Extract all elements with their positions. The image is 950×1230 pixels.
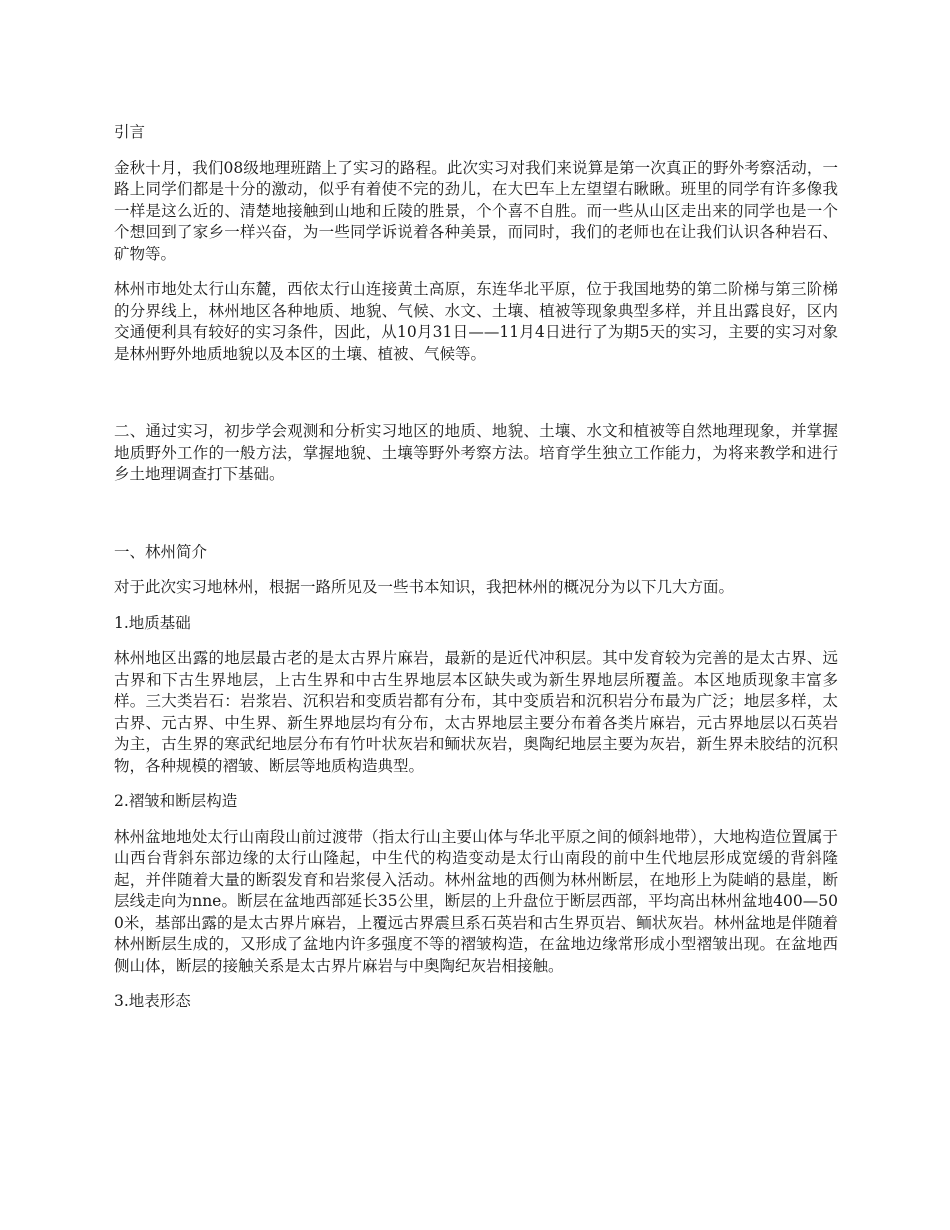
intro-paragraph-2: 林州市地处太行山东麓，西依太行山连接黄土高原，东连华北平原，位于我国地势的第二阶梯与第三阶梯的分界线上，林州地区各种地质、地貌、气候、水文、土壤、植被等现象典型多样，并且出露良好，区内交通便利具有较好的实习条件，因此，从10月31日——11月4日进行了为期5天的实习，主要的实习对象是林州野外地质地貌以及本区的土壤、植被、气候等。	[114, 280, 838, 363]
intro-heading: 引言	[114, 123, 146, 141]
geology-heading: 1.地质基础	[114, 613, 191, 632]
geology-paragraph: 林州地区出露的地层最古老的是太古界片麻岩，最新的是近代冲积层。其中发育较为完善的是太古界、远古界和下古生界地层，上古生界和中古生界地层本区缺失或为新生界地层所覆盖。本区地质现象丰富多样。三大类岩石：岩浆岩、沉积岩和变质岩都有分布，其中变质岩和沉积岩分布最为广泛；地层多样，太古界、元古界、中生界、新生界地层均有分布，太古界地层主要分布着各类片麻岩，元古界地层以石英岩为主，古生界的寒武纪地层分布有竹叶状灰岩和鲕状灰岩，奥陶纪地层主要为灰岩，新生界未胶结的沉积物，各种规模的褶皱、断层等地质构造典型。	[114, 649, 838, 775]
section-1-heading: 一、林州简介	[114, 542, 208, 561]
fold-fault-paragraph: 林州盆地地处太行山南段山前过渡带（指太行山主要山体与华北平原之间的倾斜地带），大地构造位置属于山西台背斜东部边缘的太行山隆起，中生代的构造变动是太行山南段的前中生代地层形成宽缓的背斜隆起，并伴随着大量的断裂发育和岩浆侵入活动。林州盆地的西侧为林州断层，在地形上为陡峭的悬崖，断层线走向为nne。断层在盆地西部延长35公里，断层的上升盘位于断层西部，平均高出林州盆地400—500米，基部出露的是太古界片麻岩，上覆远古界震旦系石英岩和古生界页岩、鲕状灰岩。林州盆地是伴随着林州断层生成的，又形成了盆地内许多强度不等的褶皱构造，在盆地边缘常形成小型褶皱出现。在盆地西侧山体，断层的接触关系是太古界片麻岩与中奥陶纪灰岩相接触。	[114, 827, 838, 975]
landform-heading: 3.地表形态	[114, 992, 191, 1010]
goal-paragraph: 二、通过实习，初步学会观测和分析实习地区的地质、地貌、土壤、水文和植被等自然地理现象，并掌握地质野外工作的一般方法，掌握地貌、土壤等野外考察方法。培育学生独立工作能力，为将来教学和进行乡土地理调查打下基础。	[114, 422, 838, 483]
fold-fault-heading: 2.褶皱和断层构造	[114, 792, 238, 810]
intro-paragraph-1: 金秋十月，我们08级地理班踏上了实习的路程。此次实习对我们来说算是第一次真正的野外考察活动，一路上同学们都是十分的激动，似乎有着使不完的劲儿，在大巴车上左望望右瞅瞅。班里的同学有许多像我一样是这么近的、清楚地接触到山地和丘陵的胜景，个个喜不自胜。而一些从山区走出来的同学也是一个个想回到了家乡一样兴奋，为一些同学诉说着各种美景，而同时，我们的老师也在让我们认识各种岩石、矿物等。	[114, 158, 838, 263]
document-body	[114, 122, 838, 1013]
section-1-paragraph: 对于此次实习地林州，根据一路所见及一些书本知识，我把林州的概况分为以下几大方面。	[114, 578, 735, 596]
